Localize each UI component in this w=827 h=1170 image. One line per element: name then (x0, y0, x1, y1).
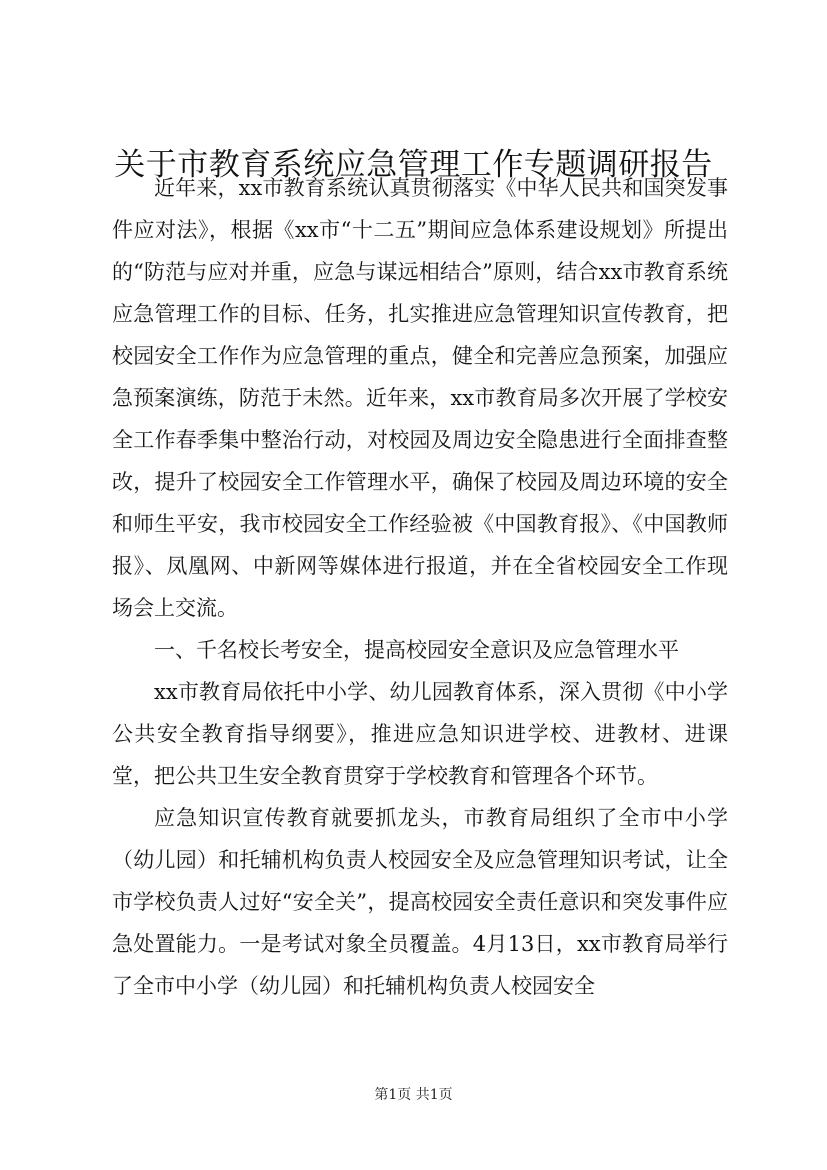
paragraph-intro: 近年来，xx市教育系统认真贯彻落实《中华人民共和国突发事件应对法》，根据《xx市“十二五”期间应急体系建设规划》所提出的“防范与应对并重，应急与谋远相结合”原则，结合xx市教育系统应急管理工作的目标、任务，扎实推进应急管理知识宣传教育，把校园安全工作作为应急管理的重点，健全和完善应急预案，加强应急预案演练，防范于未然。近年来，xx市教育局多次开展了学校安全工作春季集中整治行动，对校园及周边安全隐患进行全面排查整改，提升了校园安全工作管理水平，确保了校园及周边环境的安全和师生平安，我市校园安全工作经验被《中国教育报》、《中国教师报》、凤凰网、中新网等媒体进行报道，并在全省校园安全工作现场会上交流。 (112, 176, 728, 620)
document-body (112, 167, 728, 1007)
paragraph-education-system: xx市教育局依托中小学、幼儿园教育体系，深入贯彻《中小学公共安全教育指导纲要》，推进应急知识进学校、进教材、进课堂，把公共卫生安全教育贯穿于学校教育和管理各个环节。 (112, 680, 728, 788)
section-heading-1: 一、千名校长考安全，提高校园安全意识及应急管理水平 (154, 638, 679, 662)
document-title: 关于市教育系统应急管理工作专题调研报告 (114, 147, 713, 183)
page-footer: 第1页 共1页 (374, 1087, 453, 1103)
paragraph-exam: 应急知识宣传教育就要抓龙头，市教育局组织了全市中小学（幼儿园）和托辅机构负责人校园安全及应急管理知识考试，让全市学校负责人过好“安全关”，提高校园安全责任意识和突发事件应急处置能力。一是考试对象全员覆盖。4月13日，xx市教育局举行了全市中小学（幼儿园）和托辅机构负责人校园安全 (112, 806, 728, 998)
